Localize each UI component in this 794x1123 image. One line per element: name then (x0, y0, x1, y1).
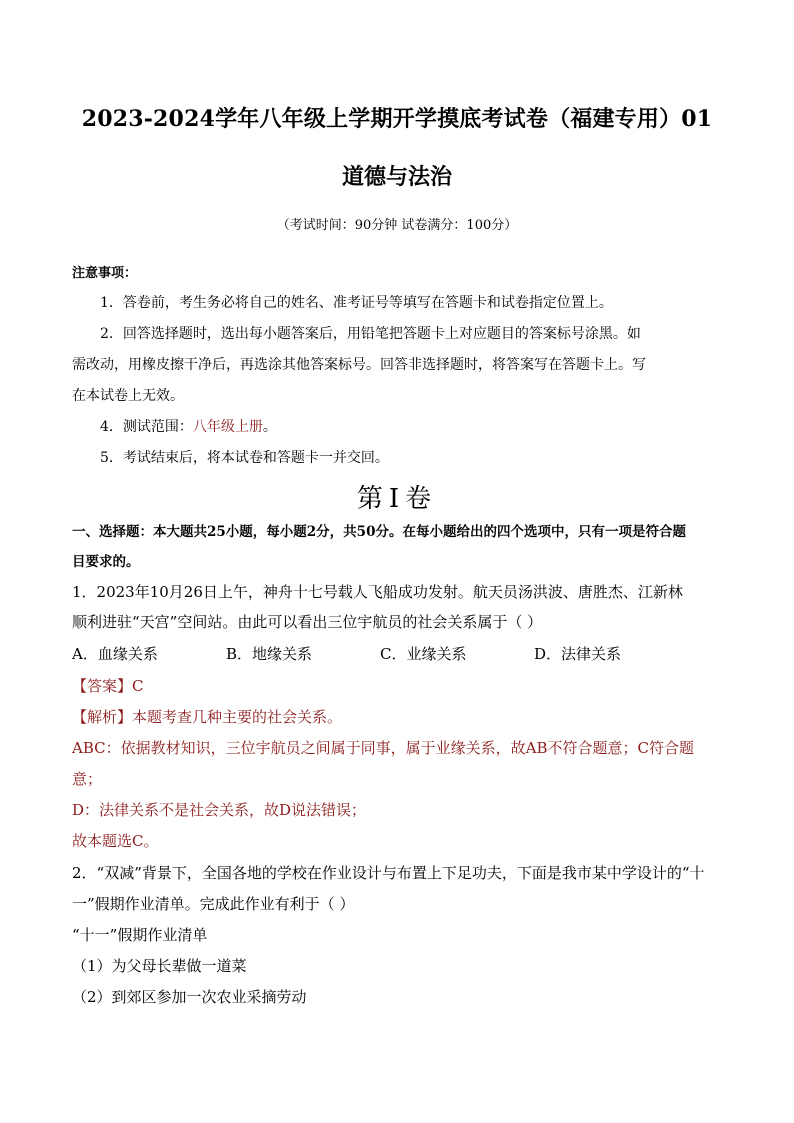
q1-analysis-d: D：法律关系不是社会关系，故D说法错误； (72, 801, 367, 819)
q1-analysis: 【解析】本题考查几种主要的社会关系。 (72, 708, 343, 726)
q2-list-item-2: （2）到郊区参加一次农业采摘劳动 (72, 988, 307, 1006)
q1-analysis-abc: ABC：依据教材知识，三位宇航员之间属于同事，属于业缘关系，故AB不符合题意；C符合题 (72, 739, 694, 757)
q1-stem-cont: 顺利进驻“天宫”空间站。由此可以看出三位宇航员的社会关系属于（ ） (72, 613, 543, 631)
notice-heading: 注意事项： (72, 266, 138, 281)
q1-analysis-abc-cont: 意； (72, 770, 103, 788)
notice-item-4-end: 。 (262, 419, 277, 435)
section-instruction: 一、选择题：本大题共25小题，每小题2分，共50分。在每小题给出的四个选项中，只有一项是符合题 (72, 524, 686, 540)
test-scope: 八年级上册 (192, 419, 263, 435)
q2-list-title: “十一”假期作业清单 (72, 926, 208, 944)
notice-item-2: 2．回答选择题时，选出每小题答案后，用铅笔把答题卡上对应题目的答案标号涂黑。如 (100, 326, 641, 342)
q2-stem: 2．“双减”背景下，全国各地的学校在作业设计与布置上下足功夫，下面是我市某中学设计的“十 (72, 864, 705, 882)
q1-conclusion: 故本题选C。 (72, 832, 159, 850)
notice-item-4-label: 4．测试范围： (100, 419, 193, 435)
notice-item-2-cont: 需改动，用橡皮擦干净后，再选涂其他答案标号。回答非选择题时，将答案写在答题卡上。写 (72, 357, 646, 373)
q1-stem: 1．2023年10月26日上午，神舟十七号载人飞船成功发射。航天员汤洪波、唐胜杰、江新林 (72, 583, 683, 601)
q1-option-a: A．血缘关系 (72, 645, 158, 663)
q1-answer: 【答案】C (72, 677, 144, 695)
q1-option-b: B．地缘关系 (226, 645, 313, 663)
subject-title: 道德与法治 (341, 164, 452, 190)
q1-option-c: C．业缘关系 (380, 645, 467, 663)
notice-item-5: 5．考试结束后，将本试卷和答题卡一并交回。 (100, 450, 389, 466)
q1-option-d: D．法律关系 (534, 645, 622, 663)
notice-item-1: 1．答卷前，考生务必将自己的姓名、准考证号等填写在答题卡和试卷指定位置上。 (100, 295, 613, 311)
section-instruction-cont: 目要求的。 (72, 554, 140, 570)
exam-time-info: （考试时间：90分钟 试卷满分：100分） (276, 218, 518, 233)
exam-title: 2023-2024学年八年级上学期开学摸底考试卷（福建专用）01 (81, 106, 713, 132)
notice-item-2-end: 在本试卷上无效。 (72, 388, 184, 404)
notice-item-4 (100, 416, 277, 436)
part-heading: 第Ⅰ卷 (356, 484, 438, 514)
q2-stem-cont: 一”假期作业清单。完成此作业有利于（ ） (72, 895, 355, 913)
q2-list-item-1: （1）为父母长辈做一道菜 (72, 957, 247, 975)
